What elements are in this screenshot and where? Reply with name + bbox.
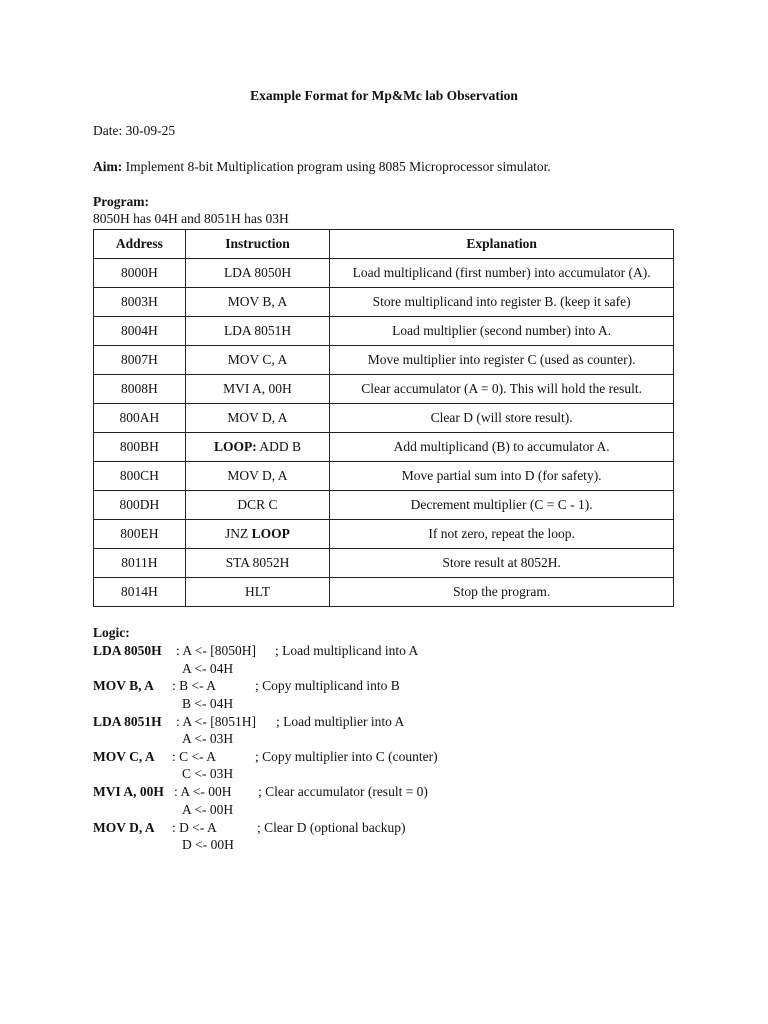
logic-heading: Logic: [93,625,130,640]
instruction-text: MOV D, A [227,410,288,425]
logic-operation: : A <- 00H [174,784,232,800]
cell-instruction [185,520,330,549]
loop-label: LOOP: [213,439,257,454]
cell-explanation: Store multiplicand into register B. (keep it safe) [330,288,674,317]
instruction-text: MOV D, A [227,468,288,483]
cell-explanation: If not zero, repeat the loop. [330,520,674,549]
logic-mnemonic: MOV C, A [93,748,155,764]
logic-mnemonic: MVI A, 00H [93,784,164,800]
header-address: Address [94,230,186,259]
cell-address: 8007H [94,346,186,375]
logic-result: B <- 04H [182,695,234,711]
logic-comment: ; Load multiplier into A [276,713,405,729]
cell-explanation: Clear accumulator (A = 0). This will hold the result. [330,375,674,404]
table-row [94,317,674,346]
cell-address: 800AH [94,404,186,433]
table-row [94,288,674,317]
loop-target: LOOP [251,526,290,541]
cell-instruction [185,491,330,520]
logic-mnemonic: MOV D, A [93,819,155,835]
logic-operation: : C <- A [172,748,216,764]
logic-result: D <- 00H [182,837,234,852]
logic-comment: ; Copy multiplier into C (counter) [255,748,438,764]
table-row [94,549,674,578]
logic-result: C <- 03H [182,766,234,782]
logic-operation: : B <- A [172,678,216,694]
instruction-text: ADD B [256,439,301,454]
cell-explanation: Decrement multiplier (C = C - 1). [330,491,674,520]
logic-mnemonic: LDA 8051H [93,713,162,729]
cell-address: 800BH [94,433,186,462]
instruction-text: MOV B, A [227,294,288,309]
logic-operation: : D <- A [172,819,217,835]
cell-address: 800DH [94,491,186,520]
cell-address: 800CH [94,462,186,491]
aim-line [93,159,551,175]
cell-explanation: Stop the program. [330,578,674,607]
logic-comment: ; Load multiplicand into A [275,643,419,658]
cell-instruction [185,462,330,491]
instruction-text: MVI A, 00H [223,381,292,396]
cell-address: 8004H [94,317,186,346]
instruction-text: STA 8052H [225,555,290,570]
cell-address: 8008H [94,375,186,404]
cell-address: 8014H [94,578,186,607]
table-row [94,462,674,491]
logic-operation: : A <- [8050H] [176,643,256,658]
cell-instruction [185,433,330,462]
cell-instruction [185,288,330,317]
page-title: Example Format for Mp&Mc lab Observation [250,88,518,103]
cell-instruction [185,317,330,346]
logic-mnemonic: LDA 8050H [93,643,162,658]
cell-address: 8011H [94,549,186,578]
table-row [94,404,674,433]
logic-result: A <- 00H [182,801,234,817]
instruction-text: JNZ [225,526,252,541]
logic-comment: ; Clear accumulator (result = 0) [258,784,428,800]
cell-address: 8000H [94,259,186,288]
instruction-text: HLT [244,584,270,599]
cell-instruction [185,404,330,433]
cell-instruction [185,549,330,578]
table-row [94,259,674,288]
logic-comment: ; Copy multiplicand into B [255,678,400,694]
logic-result: A <- 04H [182,660,234,676]
aim-label: Aim: [93,159,123,174]
header-instruction: Instruction [185,230,330,259]
cell-instruction [185,375,330,404]
instruction-text: DCR C [237,497,278,512]
table-row [94,375,674,404]
cell-explanation: Move multiplier into register C (used as counter). [330,346,674,375]
cell-instruction [185,346,330,375]
table-row [94,433,674,462]
logic-mnemonic: MOV B, A [93,678,154,694]
instruction-text: LDA 8051H [223,323,292,338]
logic-comment: ; Clear D (optional backup) [257,819,406,835]
table-row [94,346,674,375]
logic-operation: : A <- [8051H] [176,713,256,729]
table-header-row [94,230,674,259]
cell-address: 800EH [94,520,186,549]
table-row [94,578,674,607]
cell-explanation: Add multiplicand (B) to accumulator A. [330,433,674,462]
table-row [94,520,674,549]
cell-explanation: Move partial sum into D (for safety). [330,462,674,491]
instruction-text: LDA 8050H [223,265,292,280]
program-heading: Program: [93,194,149,209]
cell-explanation: Clear D (will store result). [330,404,674,433]
cell-address: 8003H [94,288,186,317]
cell-instruction [185,578,330,607]
cell-explanation: Store result at 8052H. [330,549,674,578]
table-row [94,491,674,520]
cell-explanation: Load multiplicand (first number) into accumulator (A). [330,259,674,288]
program-note: 8050H has 04H and 8051H has 03H [93,211,289,226]
header-explanation: Explanation [330,230,674,259]
cell-explanation: Load multiplier (second number) into A. [330,317,674,346]
cell-instruction [185,259,330,288]
date-line: Date: 30-09-25 [93,123,176,138]
logic-result: A <- 03H [182,731,234,747]
program-table [93,229,674,607]
instruction-text: MOV C, A [227,352,288,367]
aim-text: Implement 8-bit Multiplication program using 8085 Microprocessor simulator. [122,159,551,174]
